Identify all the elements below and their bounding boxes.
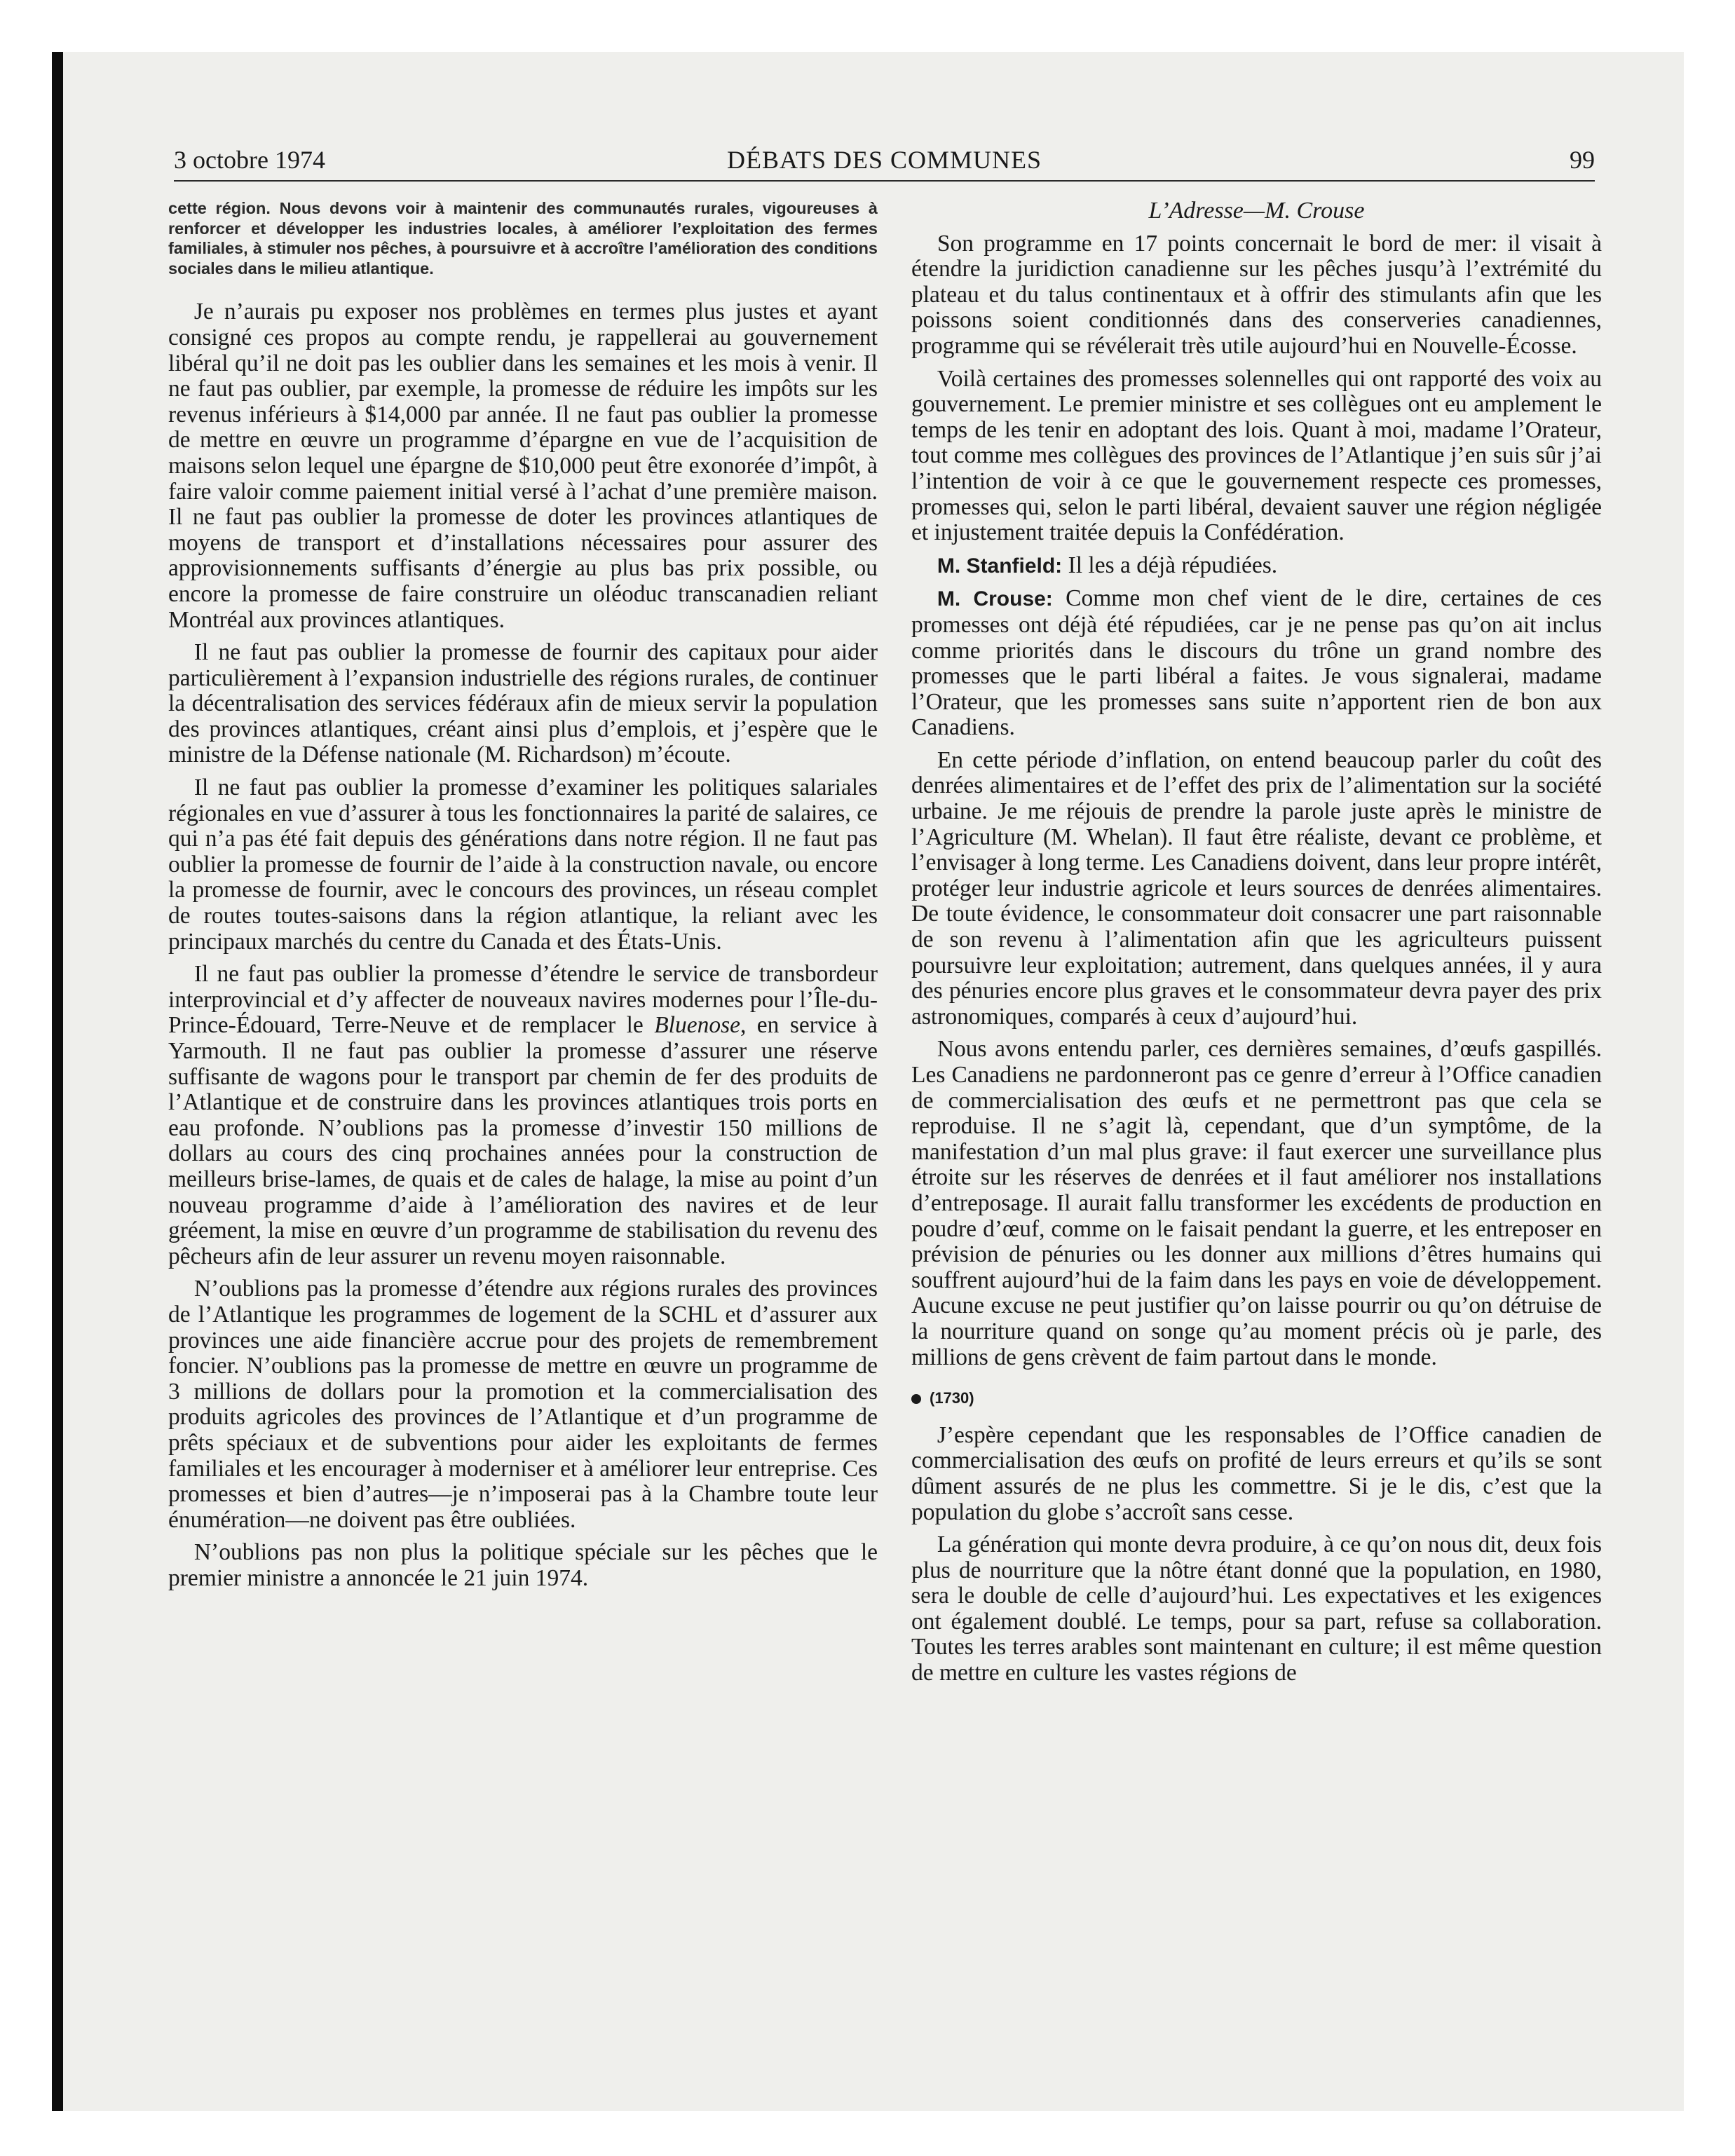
time-marker-text: (1730) <box>930 1389 974 1407</box>
page-number: 99 <box>1570 146 1595 174</box>
speaker-name: M. Crouse: <box>937 587 1053 611</box>
bullet-dot-icon <box>911 1394 921 1404</box>
scan-edge <box>52 52 63 2111</box>
paragraph <box>168 962 878 1269</box>
paragraph: Il ne faut pas oublier la promesse de fournir des capitaux pour aider particulièrement à l’expansion industrielle des régions rurales, de continuer la décentralisation des services fédéraux afin de mieux servir la population des provinces atlantiques, créant ainsi plus d’emplois, et j’espère que le ministre de la Défense nationale (M. Richardson) m’écoute. <box>168 639 878 768</box>
paragraph: Voilà certaines des promesses solennelles qui ont rapporté des voix au gouvernement. Le premier ministre et ses collègues ont eu amplement le temps de les tenir en adoptant des lois. Quant à moi, madame l’Orateur, tout comme mes collègues des provinces de l’Atlantique j’en suis sûr j’ai l’intention de voir à ce que le gouvernement respecte ces promesses, promesses qui, selon le parti libéral, devaient sauver une région négligée et injustement traitée depuis la Confédération. <box>911 365 1602 546</box>
running-head: L’Adresse—M. Crouse <box>1148 198 1365 224</box>
paragraph: Il ne faut pas oublier la promesse d’examiner les politiques salariales régionales en vue d’assurer à tous les fonctionnaires la parité de salaires, ce qui n’a pas été fait depuis des générations dans notre région. Il ne faut pas oublier la promesse de fournir de l’aide à la construction navale, ou encore la promesse de fournir, avec le concours des provinces, un réseau complet de routes toutes-saisons dans la région atlantique, la reliant avec les principaux marchés du centre du Canada et des États-Unis. <box>168 775 878 955</box>
time-marker <box>911 1386 1602 1412</box>
left-column <box>168 198 878 1591</box>
paragraph: J’espère cependant que les responsables de l’Office canadien de commercialisation des œufs on profité de leurs erreurs et qu’ils se sont dûment assurés de ne plus les commettre. Si je le dis, c’est que la population du globe s’accroît sans cesse. <box>911 1421 1602 1525</box>
paragraph: Nous avons entendu parler, ces dernières semaines, d’œufs gaspillés. Les Canadiens ne pardonneront pas ce genre d’erreur à l’Office canadien de commercialisation des œufs et ne permettront pas que cela se reproduise. Il ne s’agit là, cependant, que d’un symptôme, de la manifestation d’un mal plus grave: il faut exercer une surveillance plus étroite sur les réserves de denrées et il faut améliorer nos installations d’entreposage. Il aurait fallu transformer les excédents de production en poudre d’œuf, comme on le faisait pendant la guerre, et les entreposer en prévision de pénuries ou les donner aux millions d’êtres humains qui souffrent aujourd’hui de la faim dans les pays en voie de développement. Aucune excuse ne peut justifier qu’on laisse pourrir ou qu’on détruise de la nourriture quand on songe qu’au moment précis où je parle, des millions de gens crèvent de faim partout dans le monde. <box>911 1036 1602 1370</box>
paragraph: En cette période d’inflation, on entend beaucoup parler du coût des denrées alimentaires et de l’effet des prix de l’alimentation sur la société urbaine. Je me réjouis de prendre la parole juste après le ministre de l’Agriculture (M. Whelan). Il faut être réaliste, devant ce problème, et l’envisager à long terme. Les Canadiens doivent, dans leur propre intérêt, protéger leur industrie agricole et leurs sources de denrées alimentaires. De toute évidence, le consommateur doit consacrer une part raisonnable de son revenu à l’alimentation afin que les agriculteurs puissent poursuivre leur exploitation; autrement, dans quelques années, il y aura des pénuries encore plus graves et le consommateur devra payer des prix astronomiques, comparés à ceux d’aujourd’hui. <box>911 746 1602 1030</box>
paragraph: La génération qui monte devra produire, à ce qu’on nous dit, deux fois plus de nourriture que la nôtre étant donné que la population, en 1980, sera le double de celle d’aujourd’hui. Les expectatives et les exigences ont également doublé. Le temps, pour sa part, refuse sa collaboration. Toutes les terres arables sont maintenant en culture; il est même question de mettre en culture les vastes régions de <box>911 1531 1602 1686</box>
paragraph: N’oublions pas non plus la politique spéciale sur les pêches que le premier ministre a annoncée le 21 juin 1974. <box>168 1539 878 1591</box>
header-title: DÉBATS DES COMMUNES <box>726 146 1042 174</box>
paragraph-text: Il ne faut pas oublier la promesse d’étendre le service de transbordeur interprovincial et d’y affecter de nouveaux navires modernes pour l’Île-du-Prince-Édouard, Terre-Neuve et de remplacer le <box>168 961 878 1039</box>
ship-name: Bluenose <box>654 1012 740 1039</box>
right-column <box>911 198 1602 1686</box>
page-header <box>174 144 1595 182</box>
paragraph: Son programme en 17 points concernait le bord de mer: il visait à étendre la juridiction canadienne sur les pêches jusqu’à l’extrémité du plateau et du talus continentaux et à offrir des stimulants afin que les poissons soient conditionnés dans des conserveries canadiennes, programme qui se révélerait très utile aujourd’hui en Nouvelle-Écosse. <box>911 230 1602 359</box>
quoted-passage: cette région. Nous devons voir à maintenir des communautés rurales, vigoureuses à renforcer et développer les industries locales, à améliorer l’exploitation des fermes familiales, à stimuler nos pêches, à poursuivre et à accroître l’amélioration des conditions sociales dans le milieu atlantique. <box>168 199 878 278</box>
paragraph: N’oublions pas la promesse d’étendre aux régions rurales des provinces de l’Atlantique les programmes de logement de la SCHL et d’assurer aux provinces une aide financière accrue pour des projets de remembrement foncier. N’oublions pas la promesse de mettre en œuvre un programme de 3 millions de dollars pour la promotion et la commercialisation des produits agricoles des provinces de l’Atlantique et d’un programme de prêts spéciaux et de subventions pour aider les exploitants de fermes familiales et les encourager à moderniser et à améliorer leur entreprise. Ces promesses et bien d’autres—je n’imposerai pas à la Chambre toute leur énumération—ne doivent pas être oubliées. <box>168 1276 878 1533</box>
speech-stanfield <box>911 553 1602 580</box>
speech-text: Il les a déjà répudiées. <box>1062 552 1278 578</box>
speaker-name: M. Stanfield: <box>937 554 1063 578</box>
header-date: 3 octobre 1974 <box>174 146 325 174</box>
paragraph: Je n’aurais pu exposer nos problèmes en termes plus justes et ayant consigné ces propos au compte rendu, je rappellerai au gouvernement libéral qu’il ne doit pas les oublier dans les semaines et les mois à venir. Il ne faut pas oublier, par exemple, la promesse de réduire les impôts sur les revenus inférieurs à $14,000 par année. Il ne faut pas oublier la promesse de mettre en œuvre un programme d’épargne en vue de l’acquisition de maisons selon lequel une épargne de $10,000 peut être exonorée d’impôt, à faire valoir comme paiement initial versé à l’achat d’une première maison. Il ne faut pas oublier la promesse de doter les provinces atlantiques de moyens de transport et d’installations nécessaires pour assurer des approvisionnements suffisants d’énergie au plus bas prix possible, ou encore la promesse de faire construire un oléoduc transcanadien reliant Montréal aux provinces atlantiques. <box>168 299 878 633</box>
paragraph-text: , en service à Yarmouth. Il ne faut pas oublier la promesse d’assurer une réserve suffisante de wagons pour le transport par chemin de fer des produits de l’Atlantique et de construire dans les provinces atlantiques trois ports en eau profonde. N’oublions pas la promesse d’investir 150 millions de dollars au cours des cinq prochaines années pour la construction de meilleurs brise-lames, de quais et de cales de halage, la mise au point d’un nouveau programme d’aide à l’amélioration des navires et de leur gréement, la mise en œuvre d’un programme de stabilisation du revenu des pêcheurs afin de leur assurer un revenu moyen raisonnable. <box>168 1012 878 1269</box>
speech-text: Comme mon chef vient de le dire, certaines de ces promesses ont déjà été répudiées, car je ne pense pas qu’on ait inclus comme priorités dans le discours du trône un grand nombre des promesses que le parti libéral a faites. Je vous signalerai, madame l’Orateur, que les promesses sans suite n’apportent rien de bon aux Canadiens. <box>911 585 1602 741</box>
speech-crouse <box>911 586 1602 741</box>
